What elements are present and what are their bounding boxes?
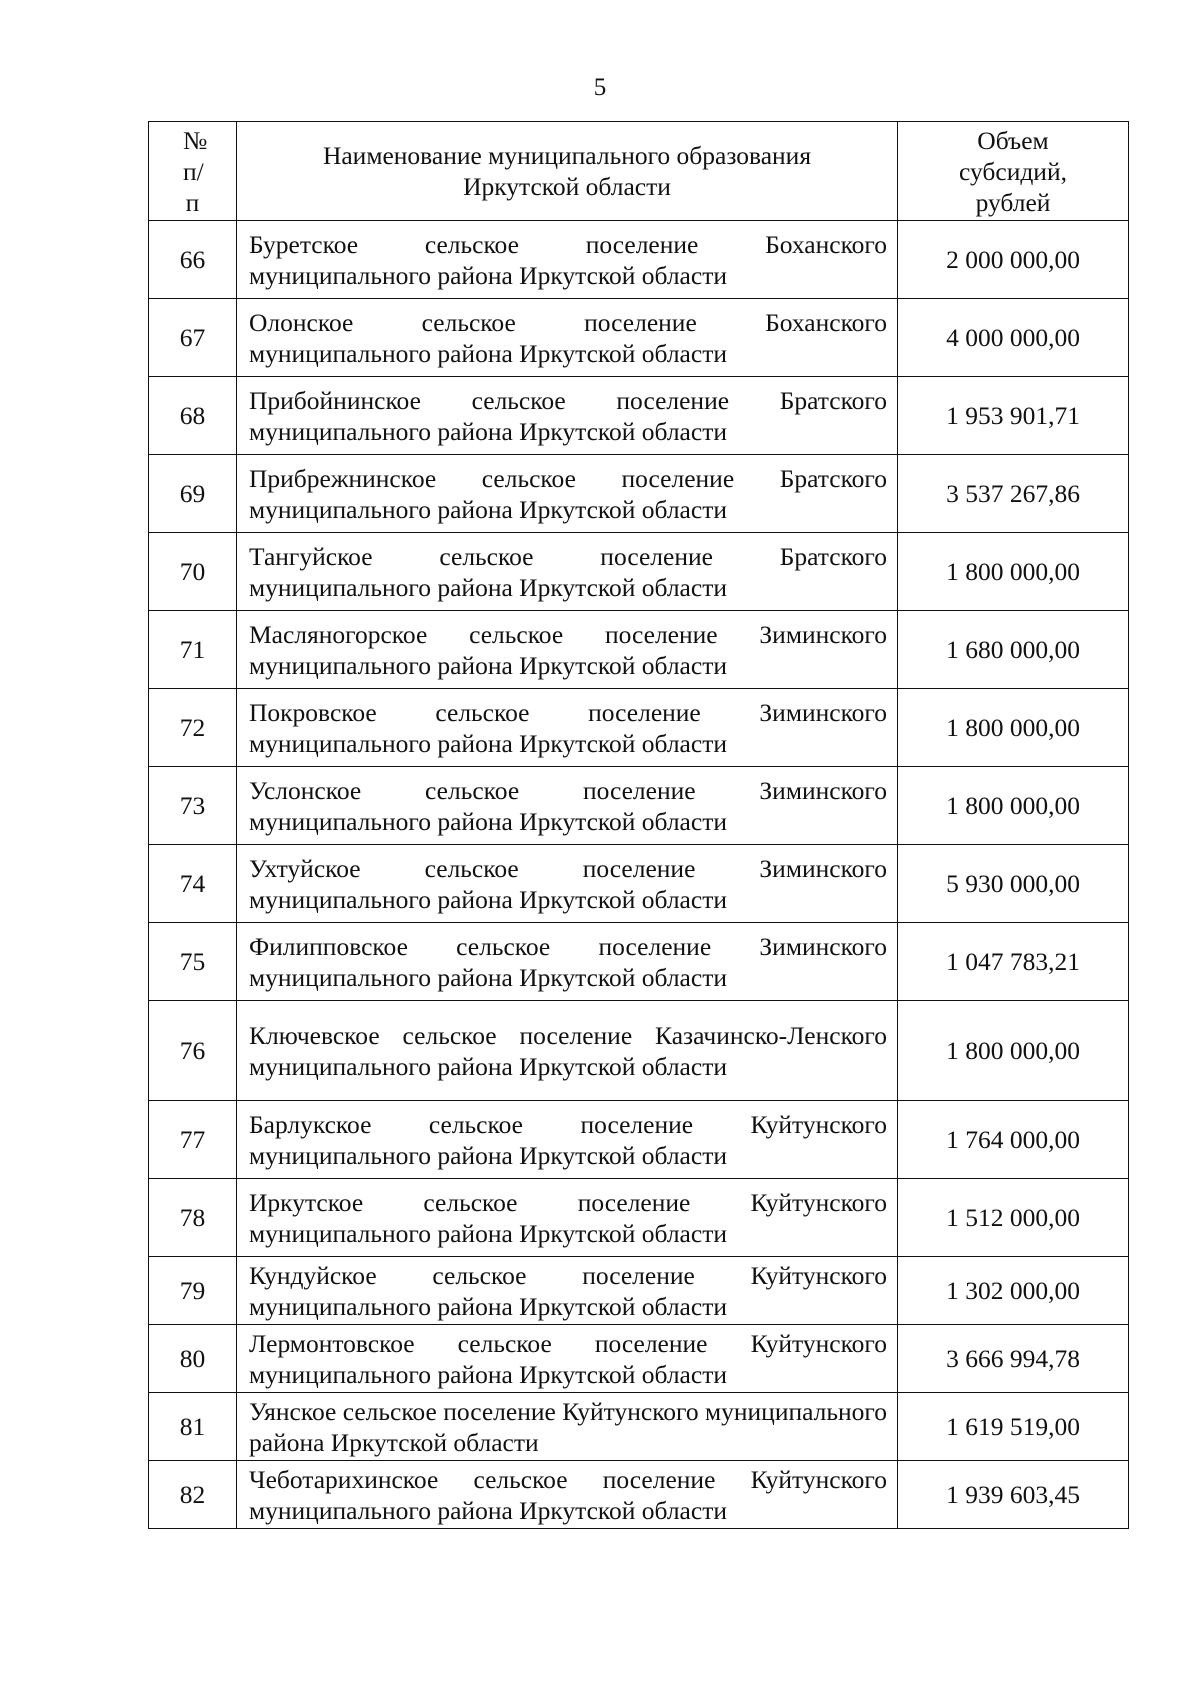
row-num: 69 bbox=[149, 455, 237, 533]
row-amount: 1 800 000,00 bbox=[898, 767, 1129, 845]
row-num: 79 bbox=[149, 1257, 237, 1325]
row-amount: 1 800 000,00 bbox=[898, 1001, 1129, 1101]
table-row bbox=[149, 1101, 1129, 1179]
table-row bbox=[149, 221, 1129, 299]
table-header-row bbox=[149, 122, 1129, 221]
row-name: Прибрежнинское сельское поселение Братского муниципального района Иркутской области bbox=[237, 455, 898, 533]
row-amount: 1 800 000,00 bbox=[898, 689, 1129, 767]
row-num: 73 bbox=[149, 767, 237, 845]
row-amount: 3 666 994,78 bbox=[898, 1325, 1129, 1393]
row-num: 81 bbox=[149, 1393, 237, 1461]
row-name: Покровское сельское поселение Зиминского муниципального района Иркутской области bbox=[237, 689, 898, 767]
table-row bbox=[149, 689, 1129, 767]
row-amount: 5 930 000,00 bbox=[898, 845, 1129, 923]
table-row bbox=[149, 533, 1129, 611]
row-amount: 1 302 000,00 bbox=[898, 1257, 1129, 1325]
row-num: 72 bbox=[149, 689, 237, 767]
row-amount: 1 680 000,00 bbox=[898, 611, 1129, 689]
header-amount: Объем субсидий, рублей bbox=[898, 122, 1129, 221]
row-name: Уянское сельское поселение Куйтунского муниципального района Иркутской области bbox=[237, 1393, 898, 1461]
page-number: 5 bbox=[593, 74, 607, 101]
row-name: Буретское сельское поселение Боханского муниципального района Иркутской области bbox=[237, 221, 898, 299]
table-row bbox=[149, 1393, 1129, 1461]
row-num: 75 bbox=[149, 923, 237, 1001]
row-name: Масляногорское сельское поселение Зиминского муниципального района Иркутской области bbox=[237, 611, 898, 689]
row-amount: 3 537 267,86 bbox=[898, 455, 1129, 533]
table-row bbox=[149, 1325, 1129, 1393]
row-amount: 1 953 901,71 bbox=[898, 377, 1129, 455]
table-row bbox=[149, 845, 1129, 923]
row-amount: 1 619 519,00 bbox=[898, 1393, 1129, 1461]
row-name: Лермонтовское сельское поселение Куйтунского муниципального района Иркутской области bbox=[237, 1325, 898, 1393]
row-num: 68 bbox=[149, 377, 237, 455]
row-name: Иркутское сельское поселение Куйтунского муниципального района Иркутской области bbox=[237, 1179, 898, 1257]
row-num: 66 bbox=[149, 221, 237, 299]
row-name: Барлукское сельское поселение Куйтунского муниципального района Иркутской области bbox=[237, 1101, 898, 1179]
row-amount: 2 000 000,00 bbox=[898, 221, 1129, 299]
table-row bbox=[149, 767, 1129, 845]
table-row bbox=[149, 455, 1129, 533]
table-row bbox=[149, 1179, 1129, 1257]
row-name: Олонское сельское поселение Боханского муниципального района Иркутской области bbox=[237, 299, 898, 377]
subsidy-table bbox=[148, 121, 1129, 1529]
row-name: Филипповское сельское поселение Зиминского муниципального района Иркутской области bbox=[237, 923, 898, 1001]
row-amount: 1 939 603,45 bbox=[898, 1461, 1129, 1529]
header-name: Наименование муниципального образования Иркутской области bbox=[237, 122, 898, 221]
header-num: № п/п bbox=[149, 122, 237, 221]
row-name: Ухтуйское сельское поселение Зиминского муниципального района Иркутской области bbox=[237, 845, 898, 923]
row-num: 74 bbox=[149, 845, 237, 923]
row-amount: 1 800 000,00 bbox=[898, 533, 1129, 611]
row-num: 77 bbox=[149, 1101, 237, 1179]
row-name: Прибойнинское сельское поселение Братского муниципального района Иркутской области bbox=[237, 377, 898, 455]
row-name: Кундуйское сельское поселение Куйтунского муниципального района Иркутской области bbox=[237, 1257, 898, 1325]
row-num: 80 bbox=[149, 1325, 237, 1393]
row-amount: 1 047 783,21 bbox=[898, 923, 1129, 1001]
row-name: Услонское сельское поселение Зиминского муниципального района Иркутской области bbox=[237, 767, 898, 845]
row-num: 76 bbox=[149, 1001, 237, 1101]
row-num: 67 bbox=[149, 299, 237, 377]
row-name: Ключевское сельское поселение Казачинско-Ленского муниципального района Иркутской области bbox=[237, 1001, 898, 1101]
table-row bbox=[149, 1461, 1129, 1529]
row-num: 71 bbox=[149, 611, 237, 689]
row-amount: 1 512 000,00 bbox=[898, 1179, 1129, 1257]
row-amount: 1 764 000,00 bbox=[898, 1101, 1129, 1179]
table-row bbox=[149, 1001, 1129, 1101]
table-row bbox=[149, 377, 1129, 455]
row-amount: 4 000 000,00 bbox=[898, 299, 1129, 377]
row-name: Тангуйское сельское поселение Братского муниципального района Иркутской области bbox=[237, 533, 898, 611]
table-row bbox=[149, 923, 1129, 1001]
table-row bbox=[149, 1257, 1129, 1325]
row-num: 82 bbox=[149, 1461, 237, 1529]
table-row bbox=[149, 611, 1129, 689]
row-num: 70 bbox=[149, 533, 237, 611]
row-num: 78 bbox=[149, 1179, 237, 1257]
table-row bbox=[149, 299, 1129, 377]
row-name: Чеботарихинское сельское поселение Куйтунского муниципального района Иркутской области bbox=[237, 1461, 898, 1529]
